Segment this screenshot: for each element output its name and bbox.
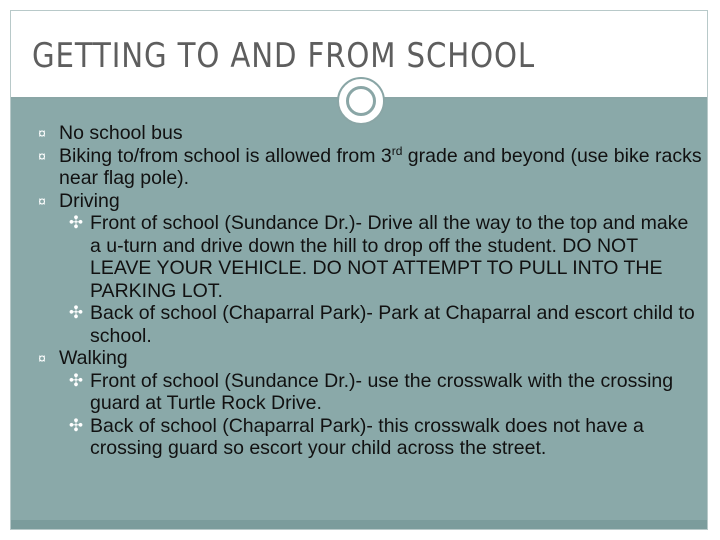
list-item-text: Driving <box>59 189 120 212</box>
bullet-marker-icon: ¤ <box>38 192 46 209</box>
bullet-marker-icon: ¤ <box>38 147 46 164</box>
list-item <box>34 190 704 213</box>
list-item-text: Biking to/from school is allowed from 3 <box>59 144 392 167</box>
sub-list-item-text: Front of school (Sundance Dr.)- Drive all the way to the top and make a u-turn and drive down the hill to drop off the student. DO NOT LEAVE YOUR VEHICLE. DO NOT ATTEMPT TO PULL INTO THE PARKING LOT. <box>90 212 689 302</box>
sub-list-item-text: Front of school (Sundance Dr.)- use the crosswalk with the crossing guard at Turtle Rock Drive. <box>90 369 674 414</box>
list-item <box>34 347 704 370</box>
ordinal-suffix: rd <box>391 143 403 158</box>
list-item-text: Walking <box>59 347 128 369</box>
list-item-text: No school bus <box>59 122 183 144</box>
bullet-list <box>34 122 704 460</box>
sub-bullet-marker-icon: ✣ <box>68 303 84 322</box>
list-item-text-cont: grade and beyond (use bike racks near flag pole). <box>59 144 702 189</box>
bullet-marker-icon: ¤ <box>38 125 46 141</box>
content-bottom-edge <box>11 520 707 529</box>
sub-bullet-marker-icon: ✣ <box>68 213 84 232</box>
slide-title: GETTING TO AND FROM SCHOOL <box>32 36 535 76</box>
sub-bullet-marker-icon: ✣ <box>68 415 84 435</box>
sub-list-item-text: Back of school (Chaparral Park)- this crosswalk does not have a crossing guard so escort your child across the street. <box>90 414 644 459</box>
circle-ornament-inner <box>346 86 376 116</box>
sub-list-item <box>34 212 704 302</box>
sub-list-item <box>34 370 704 415</box>
list-item <box>34 145 704 190</box>
sub-bullet-marker-icon: ✣ <box>68 370 84 390</box>
circle-ornament-icon <box>337 77 385 125</box>
sub-list-item <box>34 302 704 347</box>
bullet-marker-icon: ¤ <box>38 350 46 366</box>
sub-list-item <box>34 415 704 460</box>
sub-list-item-text: Back of school (Chaparral Park)- Park at Chaparral and escort child to school. <box>90 302 695 347</box>
list-item <box>34 122 704 145</box>
